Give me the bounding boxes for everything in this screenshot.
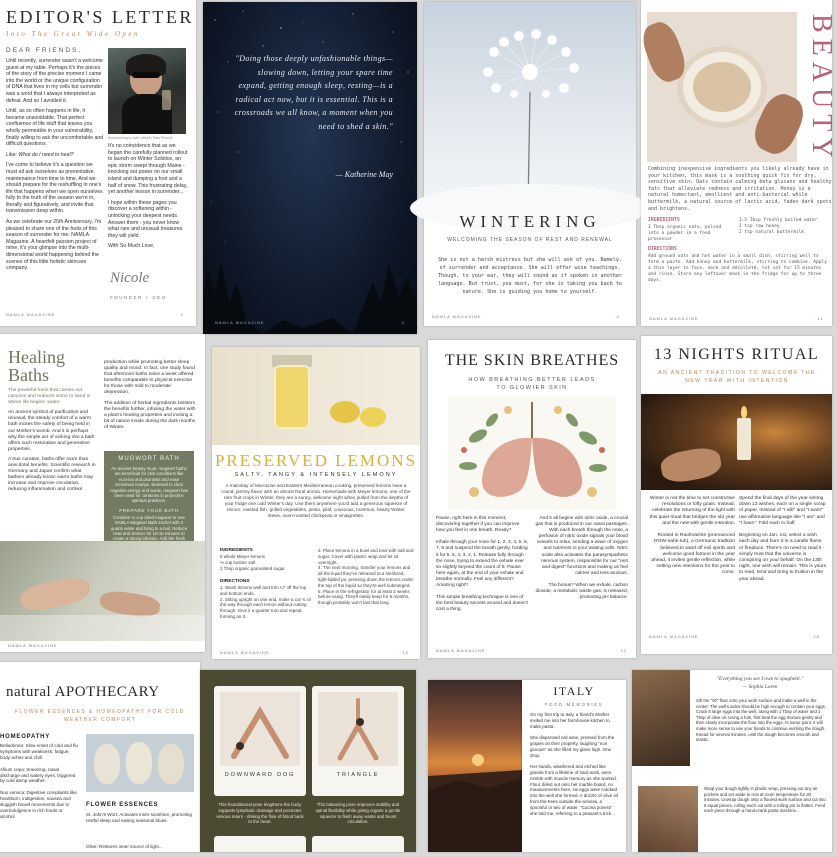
page-natural-apothecary: [0, 662, 200, 852]
page-subtitle: SALTY, TANGY & INTENSELY LEMONY: [234, 472, 398, 478]
footer: NAMLA MAGAZINE: [649, 634, 699, 639]
quote-text: "Doing those deeply unfashionable things—slowing down, letting your spare time expand, getting enough sleep, resting—is a radical act now, but it is essential. This is a crossroads we all know, a moment when you need to shed a skin.": [234, 54, 393, 131]
page-subtitle: HOW BREATHING BETTER LEADS TO GLOWIER SKIN: [468, 377, 596, 391]
body-column-right: And it all begins with nitric oxide, a crucial gas that is produced in our nasal passages. With each breath through the nose, a perfusion of nitric oxide signals your blood vessels to relax, sending a wave of oxygen and nutrients to your waiting cells. Nitric oxide also activates the parasympathetic nervous system, responsible for our "rest and digest" functions and making us feel calmer and less anxious. The bonus? When we exhale, carbon dioxide, a metabolic waste gas, is released, promoting pH balance.: [535, 516, 628, 601]
page-subtitle: AN ANCIENT TRADITION TO WELCOME THE NEW YEAR WITH INTENTION: [658, 370, 816, 384]
paragraph: I've come to believe it's a question we must all ask ourselves as preventative maintenance from time to time. And we should prepare for the reshuffling in one's life that happens when we open ourselves fully to the truth of the season we're in, literally and figuratively, and invite that transmission deep within.: [6, 162, 103, 215]
pose-card-triangle: [312, 686, 404, 796]
quote-attribution: — Katherine May: [335, 170, 393, 179]
sunset-landscape-graphic: [428, 680, 522, 852]
page-subtitle: FLOWER ESSENCES & HOMEOPATHY FOR COLD WEATHER COMFORT: [15, 709, 185, 723]
pasta-hands-photo-bottom: [638, 786, 698, 852]
directions-text: Add ground oats and hot water in a small dish, stirring well to form a paste. Add honey and buttermilk, stirring to combine. Apply a thin layer to face, neck and décolleté, let set for 15 minutes and rinse. Store any leftover mask in the fridge for up to three days.: [648, 254, 827, 283]
ingredients-right: 1.5 Tbsp freshly boiled water 1 tsp raw honey 2 tsp natural buttermilk: [739, 218, 818, 235]
flower-essences-text: St. John's Wort: Activates inner sunshine, promoting restful sleep and easing seasonal blues.: [86, 812, 192, 823]
paragraph: Like: What do I need to heal?: [6, 151, 74, 158]
page-number: · 26: [809, 634, 820, 639]
footer: NAMLA MAGAZINE: [432, 314, 482, 319]
directions-heading: DIRECTIONS: [220, 579, 250, 584]
recipe-text-bottom: Wrap your dough tightly in plastic wrap, pressing out any air pockets and set aside to rest at room temperature for 30 minutes. Unwrap dough onto a floured work surface and cut into 8 equal pieces, rolling each out with a rolling pin to flatten. Feed each piece through a hand-crank pasta machine...: [704, 786, 826, 814]
body-column-left: Winter is not the time to set constrictive resolutions or lofty goals. Instead, celebrate the returning of the light with this quiet ritual that bridges the old year and the new with gentle intention. Rooted in Rauhnächte (pronounced ROW-nahk-tuh), a Germanic tradition believed to ward off evil spirits and welcome good fortune in the year ahead, it invites gentle reflection, while setting new intentions for the year to come.: [649, 496, 735, 576]
directions-heading: DIRECTIONS: [648, 247, 677, 252]
page-title: natural APOTHECARY: [6, 684, 160, 700]
paragraph: production while promoting better sleep quality and mood. In fact, one study found that afternoon baths twice a week offered benefits comparable to physical exercise for those with mild to moderate depression.: [104, 360, 195, 396]
footer: NAMLA MAGAZINE: [215, 320, 265, 325]
body-column-right: Spend the final days of the year writing down 13 wishes, each on a single scrap of paper. Instead of "I will" and "I want" use affirmative language like "I am" and "I have." Fold each in half. Beginning on Jan. 1st, select a wish each day and burn it in a candle flame or fireplace. There's no need to read it - simply trust that the universe is conspiring on your behalf. On the 13th night, one wish will remain. This is yours to read, tend and bring to fruition in the year ahead.: [739, 496, 827, 582]
page-quote: [203, 2, 417, 334]
paragraph: I hope within these pages you discover a softening within - unlocking your deepest needs. Answer them - you never know what rare and unusual treasures they will yield.: [108, 199, 183, 239]
pose-card-downward-dog: [214, 686, 306, 796]
flower-essences-more: Olive: Restores inner source of light...: [86, 844, 163, 849]
title-line: Healing: [8, 347, 65, 367]
homeopathy-list: Belladonna: Slow onset of cold and flu symptoms with weakness, fatigue, body aches and chill. Allium cepa: Sneezing, nasal discharge and watery eyes, triggered by cold damp weather. Nux vomica: Digestive complaints like heartburn, indigestion, nausea and sluggish bowel movements due to overindulgence in rich foods or alcohol.: [0, 743, 78, 819]
greeting: DEAR FRIENDS,: [6, 47, 83, 54]
pose-name: DOWNWARD DOG: [224, 772, 296, 778]
frosted-flower-photo: [424, 2, 636, 208]
paragraph: Until recently, surrender wasn't a welcome guest at my table. Perhaps it's the pieces of the story of the precise moment I came into the world or the unique configuration of DNA that lives in my cells but surrender was a word that I always interpreted as defeat. And so I avoided it.: [6, 58, 103, 104]
page-title: THE SKIN BREATHES: [444, 352, 620, 369]
signature: Nicole: [110, 270, 150, 286]
intro-text: Combining inexpensive ingredients you likely already have in your kitchen, this mask is a soothing quick fix for dry, sensitive skin. Oats contain calming beta glucans and healthy fats that alleviate redness and irritation. Honey is a natural humectant, emollient and anti-bacterial while buttermilk, a natural source of lactic acid, fades dark spots and brightens.: [648, 166, 832, 212]
page-number: · 19: [398, 650, 409, 655]
pose-card-next: [214, 836, 306, 852]
page-title: EDITOR'S LETTER: [6, 7, 194, 27]
quote-attribution: — Sophia Loren: [742, 684, 778, 690]
page-title: ITALY: [553, 684, 595, 698]
paragraph: As we celebrate our 25th Anniversary, I'm pleased to share one of the fruits of this season of surrender for me: NAMLA Magazine. A heartfelt passion project of mine, it's your glimpse into the multi-dimensional world happening behind the scenes of this little holistic skincare company.: [6, 219, 102, 272]
paragraph: A true curative, baths offer more than anecdotal benefits. Scientific research in Germany and Japan confirm what bathers already know: warm baths may increase and improve circulation, reducing inflammation and cortisol: [8, 456, 96, 493]
page-pasta-recipe: [632, 670, 832, 852]
recipe-text-top: Sift the "00" flour onto your work surface and make a well in the center. The well's sides should be high enough to contain your eggs. Crack 5 large eggs into the well, along with 1 Tbsp of water and 1 Tbsp of olive oil. Using a fork, first beat the egg mixture gently and then slowly incorporate the flour into the eggs. At some point, it will make more sense to use your hands to continue working the dough. Knead for several minutes, until the dough becomes smooth and elastic.: [696, 698, 826, 743]
ingredients-heading: INGREDIENTS: [648, 218, 680, 223]
page-number: · 4: [612, 314, 620, 319]
body-column-right: [104, 360, 196, 435]
page-subtitle: Into The Great Wide Open: [6, 30, 141, 38]
sidebar-subhead: PREPARE YOUR BATH: [119, 507, 179, 513]
pose-name: TRIANGLE: [336, 772, 380, 778]
page-title: PRESERVED LEMONS: [214, 451, 418, 470]
dandelion-illustration: [424, 2, 636, 208]
page-editors-letter: [0, 0, 196, 326]
pose-description: This balancing pose improves stability and spinal flexibility while giving organs a gentle squeeze to flush away waste and boost circulation.: [315, 802, 401, 825]
downward-dog-photo: [220, 692, 300, 766]
page-italy: [522, 680, 626, 852]
page-number: · 11: [813, 316, 824, 321]
page-wintering: [424, 2, 636, 326]
footer: NAMLA MAGAZINE: [649, 316, 699, 321]
title-line: Baths: [8, 365, 50, 385]
sidebar-instructions: Combine ¼ cup dried mugwort or one NAMLA Mugwort Bath sachet with 2 quarts water and bring to a boil. Reduce heat and simmer for 10-15 minutes to create a strong infusion. Add the fresh: [110, 514, 188, 542]
footer: NAMLA MAGAZINE: [8, 643, 58, 648]
page-13-nights-ritual: [641, 336, 832, 654]
pull-quote: "Everything you see I owe to spaghetti.": [716, 676, 804, 682]
body-text: She is not a harsh mistress but she will ask of you. Namely, of surrender and acceptance. She will offer wise teachings. Though, to your ear, they will sound as if spoken in another language. But trust, you must, for she is taking you back to nature. She is guiding you home to yourself.: [437, 257, 622, 295]
triangle-pose-photo: [318, 692, 398, 766]
page-preserved-lemons: [212, 347, 420, 659]
photo-caption: Surrendering to Joie Loftsell | Rafa Pierrick: [108, 136, 173, 140]
letter-column-right: [108, 143, 188, 254]
footer: NAMLA MAGAZINE: [6, 312, 56, 317]
pose-description: This foundational pose lengthens the body, supports lymphatic drainage and promotes venous return - driving the flow of blood back to the heart.: [216, 802, 304, 825]
page-title: 13 NIGHTS RITUAL: [653, 346, 820, 363]
directions-list-right: 3. Place lemons in a bowl and toss with salt and sugar. Cover with plastic wrap and let sit overnight. 4. The next morning, transfer your lemons and all the liquid they've released to a sterilized, tight-lidded jar, pressing down the lemons under the top of the liquid so they're well submerged. 5. Place in the refrigerator for at least 2 weeks before using. They'll easily keep for 6 months, though probably won't last that long.: [318, 548, 414, 606]
remedy-spoons-photo: [86, 734, 194, 792]
paragraph: It's no coincidence that as we began the carefully planned rollout to launch on Winter Solstice, an epic storm swept through Maine - knocking out power on our small island and dumping a foot and a half of snow. This frustrating delay, yet another lesson in surrender...: [108, 143, 188, 196]
pasta-hands-photo-top: [632, 670, 690, 766]
letter-column-left: [6, 58, 104, 276]
page-yoga-poses: [200, 670, 416, 852]
founder-title: FOUNDER + CEO: [110, 295, 167, 300]
page-title: BEAUTY: [806, 14, 837, 164]
intro-text: A mainstay of Moroccan and Eastern Mediterranean cooking, preserved lemons have a round, jammy flavor with an almost floral aroma. Homemade with Meyer lemons, one of the rare fruit crops in Winter, they are a sunny, welcome sight when pulled from the depths of your fridge one cold Winter's day. Use them anywhere you'd add a generous squeeze of lemon: roasted fish, grilled vegetables, pesto, pilaf, couscous, hummus, hearty Winter stews, oven-roasted chickpeas or vinaigrettes.: [221, 483, 411, 518]
body-column-left: Pause, right here in this moment, discovering together if you can improve how you feel in one breath. Ready? Inhale through your nose for 1, 2, 3, 4, 5, 6, 7, 8 and suspend the breath gently, holding it for 5, 6, 4, 3, 2, 1. Release fully through the nose, trying to extend the exhale ever so slightly beyond the count of 8. Pause here again, at the end of your exhale and breathe normally. Feel any different? Amazing right? This simple breathing technique is one of the best beauty secrets around and doesn't cost a thing.: [436, 516, 529, 613]
ingredients-list: 5 whole Meyer lemons ⅓ cup kosher salt 2 Tbsp organic granulated sugar: [220, 554, 285, 571]
flower-essences-heading: FLOWER ESSENCES: [86, 802, 159, 808]
paragraph: The powerful force that carves out canyons and reduces stone to sand is where life begins: water.: [8, 388, 91, 406]
page-beauty: [641, 0, 837, 326]
page-sunset-photo: [428, 680, 522, 852]
paragraph: With So Much Love,: [108, 243, 155, 250]
page-title: WINTERING: [459, 212, 601, 231]
ingredients-left: 3 Tbsp organic oats, pulsed into a powder in a food processor: [648, 225, 722, 242]
candle-ritual-photo: [641, 394, 832, 490]
page-title: [8, 348, 65, 384]
page-healing-baths: [0, 334, 205, 652]
editor-portrait-photo: [108, 48, 186, 134]
body-column-left: [8, 388, 98, 498]
ingredients-heading: INGREDIENTS: [220, 548, 253, 553]
page-number: · 3: [397, 320, 405, 325]
page-number: · 2: [176, 312, 184, 317]
homeopathy-heading: HOMEOPATHY: [0, 734, 51, 740]
directions-list: 1. Wash lemons well and trim ¼" off the top and bottom ends. 2. Sitting upright on one end, make a cut ¾ of the way through each lemon without cutting through. Give it a quarter turn and repeat, forming an X.: [220, 585, 311, 619]
lemon-jar-photo: [212, 347, 420, 445]
page-subtitle: FOOD MEMORIES: [544, 702, 604, 707]
page-skin-breathes: [428, 340, 636, 658]
sidebar-title: MUGWORT BATH: [118, 456, 180, 462]
paragraph: An ancient symbol of purification and renewal, the steady comfort of a warm bath incites the safety of being held in our Mother's womb. And it is perhaps why the simple act of sinking into a bath offers such restorative and generative properties.: [8, 410, 95, 452]
page-number: · 22: [616, 648, 627, 653]
pose-card-next: [312, 836, 404, 852]
footer: NAMLA MAGAZINE: [436, 648, 486, 653]
lungs-botanical-illustration: [448, 396, 616, 510]
footer: NAMLA MAGAZINE: [220, 650, 270, 655]
page-subtitle: WELCOMING THE SEASON OF REST AND RENEWAL: [447, 237, 613, 243]
body-text: On my first trip to Italy, a friend's Mother invited me into her farmhouse kitchen to make pasta. She dispensed red wine, pressed from the grapes on their property, laughing "non giocare" as she filled my glass high. One drop. Her hands, weathered and etched like granite from a lifetime of hard work, were nimble with muscle memory as she worked. Flour doled out onto her marble board, no measurements here, six eggs were cracked into the well she formed. A drizzle of olive oil from the trees outside the window, a spoonful or two of water. "Cucina povera" she told me, referring to a peasant's trick...: [530, 712, 619, 816]
paragraph: The addition of herbal ingredients bolsters the benefits further, infusing the water with a plant's healing properties and inviting a bit of nature inside during the dark months of Winter.: [104, 400, 196, 430]
bath-hands-photo: [0, 541, 205, 641]
oatmeal-mask-photo: [647, 12, 797, 162]
sidebar-body: An ancient beauty ritual, mugwort baths are beneficial for skin conditions like eczema and psoriasis and ease menstrual cramps. Believed to clear negative energy and auras, mugwort has been used for centuries in protective spiritual practices.: [110, 466, 188, 504]
paragraph: Until, as so often happens in life, it became unavoidable. That perfect confluence of life stuff that leaves you wholly permeable in your vulnerability, finally willing to ask the uncomfortable and difficult questions.: [6, 108, 104, 148]
